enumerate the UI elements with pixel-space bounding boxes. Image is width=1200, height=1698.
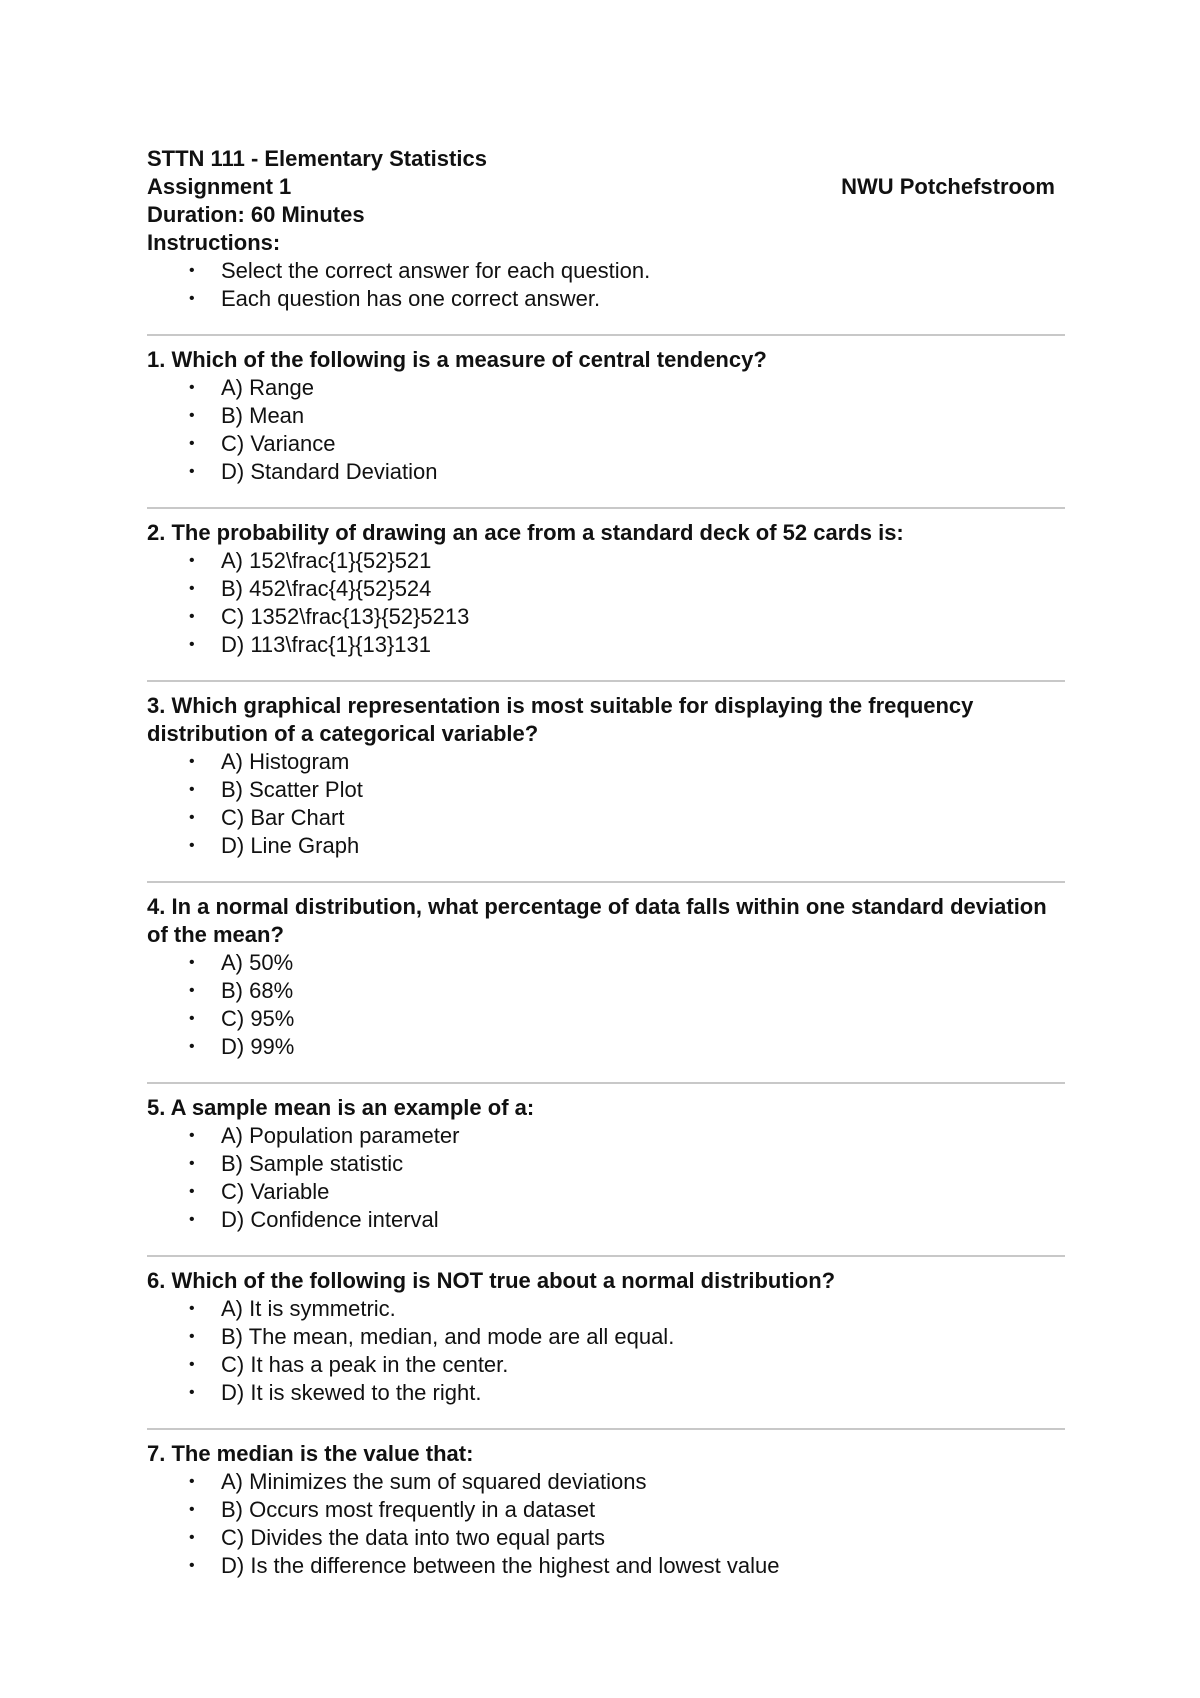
bullet-icon: • — [189, 781, 195, 798]
option-a[interactable] — [189, 748, 1065, 776]
option-c[interactable] — [189, 1524, 1065, 1552]
course-title: STTN 111 - Elementary Statistics — [147, 146, 487, 171]
option-label: D) Standard Deviation — [221, 459, 438, 484]
option-label: A) 152\frac{1}{52}521 — [221, 548, 432, 573]
option-b[interactable] — [189, 1323, 1065, 1351]
question-text: 3. Which graphical representation is most suitable for displaying the frequency distribution of a categorical variable? — [147, 693, 974, 746]
assignment-line — [147, 173, 1065, 201]
bullet-icon: • — [189, 1038, 195, 1055]
option-b[interactable] — [189, 402, 1065, 430]
option-label: C) Divides the data into two equal parts — [221, 1525, 605, 1550]
bullet-icon: • — [189, 463, 195, 480]
question-6 — [147, 1267, 1065, 1407]
divider — [147, 507, 1065, 509]
option-b[interactable] — [189, 776, 1065, 804]
option-d[interactable] — [189, 1033, 1065, 1061]
option-a[interactable] — [189, 374, 1065, 402]
option-label: C) It has a peak in the center. — [221, 1352, 509, 1377]
bullet-icon: • — [189, 1127, 195, 1144]
option-label: B) Scatter Plot — [221, 777, 363, 802]
bullet-icon: • — [189, 636, 195, 653]
bullet-icon: • — [189, 1501, 195, 1518]
divider — [147, 1255, 1065, 1257]
options-list — [147, 374, 1065, 486]
instruction-text: Select the correct answer for each question. — [221, 258, 651, 283]
option-c[interactable] — [189, 430, 1065, 458]
institution-name: NWU Potchefstroom — [841, 174, 1055, 199]
option-label: B) 452\frac{4}{52}524 — [221, 576, 432, 601]
bullet-icon: • — [189, 1328, 195, 1345]
option-label: C) 95% — [221, 1006, 295, 1031]
instructions-list — [147, 257, 1065, 313]
option-b[interactable] — [189, 977, 1065, 1005]
divider — [147, 334, 1065, 336]
question-text: 7. The median is the value that: — [147, 1441, 474, 1466]
option-c[interactable] — [189, 1351, 1065, 1379]
option-label: A) It is symmetric. — [221, 1296, 396, 1321]
option-c[interactable] — [189, 1005, 1065, 1033]
option-d[interactable] — [189, 1206, 1065, 1234]
option-d[interactable] — [189, 458, 1065, 486]
bullet-icon: • — [189, 1473, 195, 1490]
bullet-icon: • — [189, 379, 195, 396]
option-label: D) 99% — [221, 1034, 295, 1059]
duration-line: Duration: 60 Minutes — [147, 202, 365, 227]
options-list — [147, 949, 1065, 1061]
option-a[interactable] — [189, 1295, 1065, 1323]
bullet-icon: • — [189, 262, 195, 279]
bullet-icon: • — [189, 837, 195, 854]
divider — [147, 1082, 1065, 1084]
option-d[interactable] — [189, 832, 1065, 860]
bullet-icon: • — [189, 1155, 195, 1172]
question-2 — [147, 519, 1065, 659]
option-b[interactable] — [189, 575, 1065, 603]
question-text: 5. A sample mean is an example of a: — [147, 1095, 535, 1120]
option-label: B) Mean — [221, 403, 305, 428]
question-text: 2. The probability of drawing an ace from a standard deck of 52 cards is: — [147, 520, 904, 545]
bullet-icon: • — [189, 1384, 195, 1401]
list-item — [189, 257, 1065, 285]
option-label: A) Range — [221, 375, 314, 400]
options-list — [147, 1122, 1065, 1234]
option-label: C) 1352\frac{13}{52}5213 — [221, 604, 470, 629]
option-label: B) 68% — [221, 978, 294, 1003]
bullet-icon: • — [189, 1529, 195, 1546]
bullet-icon: • — [189, 1356, 195, 1373]
question-text: 6. Which of the following is NOT true about a normal distribution? — [147, 1268, 836, 1293]
options-list — [147, 547, 1065, 659]
document-header — [147, 145, 1065, 313]
bullet-icon: • — [189, 1183, 195, 1200]
bullet-icon: • — [189, 435, 195, 452]
question-1 — [147, 346, 1065, 486]
bullet-icon: • — [189, 1211, 195, 1228]
bullet-icon: • — [189, 954, 195, 971]
option-c[interactable] — [189, 603, 1065, 631]
bullet-icon: • — [189, 290, 195, 307]
option-a[interactable] — [189, 949, 1065, 977]
bullet-icon: • — [189, 608, 195, 625]
divider — [147, 881, 1065, 883]
bullet-icon: • — [189, 809, 195, 826]
bullet-icon: • — [189, 1300, 195, 1317]
options-list — [147, 1468, 1065, 1580]
bullet-icon: • — [189, 982, 195, 999]
option-label: B) The mean, median, and mode are all equal. — [221, 1324, 675, 1349]
option-label: D) Line Graph — [221, 833, 360, 858]
question-4 — [147, 893, 1065, 1061]
bullet-icon: • — [189, 1010, 195, 1027]
options-list — [147, 748, 1065, 860]
option-d[interactable] — [189, 631, 1065, 659]
option-a[interactable] — [189, 1122, 1065, 1150]
option-label: D) It is skewed to the right. — [221, 1380, 482, 1405]
option-label: D) Confidence interval — [221, 1207, 439, 1232]
bullet-icon: • — [189, 552, 195, 569]
divider — [147, 1428, 1065, 1430]
option-label: C) Variance — [221, 431, 336, 456]
divider — [147, 680, 1065, 682]
bullet-icon: • — [189, 753, 195, 770]
question-7 — [147, 1440, 1065, 1580]
options-list — [147, 1295, 1065, 1407]
option-label: D) 113\frac{1}{13}131 — [221, 632, 431, 657]
option-d[interactable] — [189, 1379, 1065, 1407]
option-label: A) Histogram — [221, 749, 350, 774]
assignment-page — [147, 145, 1065, 1580]
option-label: C) Bar Chart — [221, 805, 345, 830]
option-label: A) Population parameter — [221, 1123, 460, 1148]
option-label: A) Minimizes the sum of squared deviations — [221, 1469, 647, 1494]
option-c[interactable] — [189, 804, 1065, 832]
option-label: A) 50% — [221, 950, 294, 975]
option-c[interactable] — [189, 1178, 1065, 1206]
instructions-heading: Instructions: — [147, 230, 281, 255]
option-label: B) Sample statistic — [221, 1151, 404, 1176]
option-label: B) Occurs most frequently in a dataset — [221, 1497, 596, 1522]
option-b[interactable] — [189, 1496, 1065, 1524]
instruction-text: Each question has one correct answer. — [221, 286, 601, 311]
assignment-title: Assignment 1 — [147, 174, 292, 199]
list-item — [189, 285, 1065, 313]
question-text: 1. Which of the following is a measure of central tendency? — [147, 347, 767, 372]
option-a[interactable] — [189, 547, 1065, 575]
question-3 — [147, 692, 1065, 860]
question-5 — [147, 1094, 1065, 1234]
option-d[interactable] — [189, 1552, 1065, 1580]
bullet-icon: • — [189, 580, 195, 597]
bullet-icon: • — [189, 407, 195, 424]
option-b[interactable] — [189, 1150, 1065, 1178]
option-label: D) Is the difference between the highest and lowest value — [221, 1553, 780, 1578]
option-a[interactable] — [189, 1468, 1065, 1496]
option-label: C) Variable — [221, 1179, 330, 1204]
bullet-icon: • — [189, 1557, 195, 1574]
question-text: 4. In a normal distribution, what percentage of data falls within one standard deviation of the mean? — [147, 894, 1047, 947]
